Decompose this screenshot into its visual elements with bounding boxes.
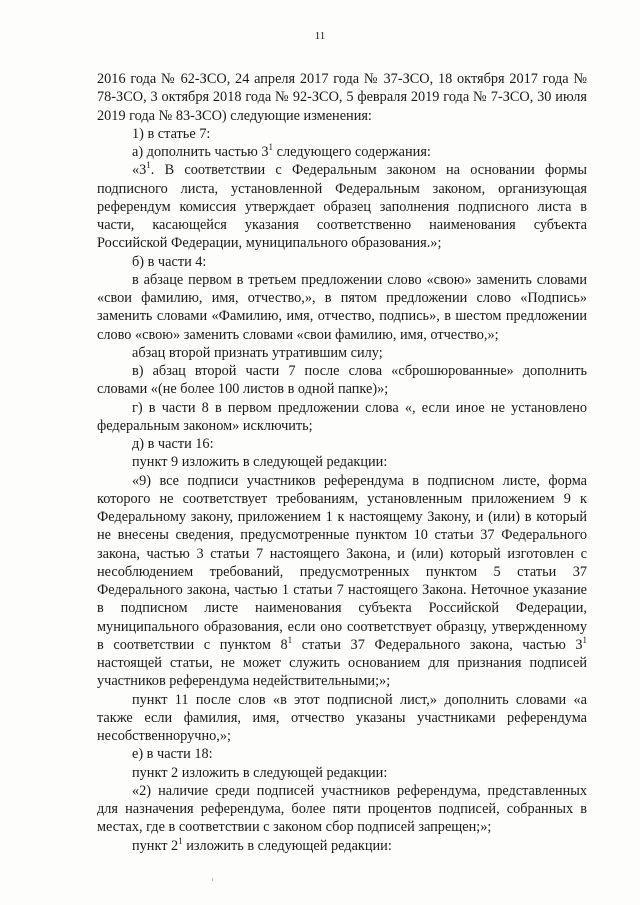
text-run: пункт 2 изложить в следующей редакции: (132, 764, 388, 781)
paragraph-7 (97, 344, 587, 362)
text-run: г) в части 8 в первом предложении слова «, если иное не установлено федеральным законом» исключить; (97, 399, 587, 434)
superscript-index: 1 (178, 835, 183, 846)
text-run: в абзаце первом в третьем предложении слово «свою» заменить словами «свои фамилию, имя, отчество,», в пятом предложении слово «Подпись» заменить словами «Фамилию, имя, отчество, подпись», в шестом предложении слово «свою» заменить словами «свои фамилию, имя, отчество,»; (97, 271, 587, 343)
paragraph-9 (97, 399, 587, 436)
superscript-index: 1 (146, 160, 151, 171)
paragraph-16 (97, 782, 587, 837)
scan-artifact (212, 878, 213, 881)
paragraph-5 (97, 253, 587, 271)
text-run: б) в части 4: (132, 253, 207, 270)
text-run: 2016 года № 62-ЗСО, 24 апреля 2017 года № 37-ЗСО, 18 октября 2017 года № 78-ЗСО, 3 октября 2018 года № 92-ЗСО, 5 февраля 2019 года № 7-ЗСО, 30 июля 2019 года № 83-ЗСО) следующие изменения: (97, 71, 587, 124)
text-run: 1) в статье 7: (132, 125, 211, 142)
text-run: абзац второй признать утратившим силу; (132, 344, 383, 361)
text-run: следующего содержания: (273, 144, 431, 160)
paragraph-11 (97, 453, 587, 471)
text-run: д) в части 16: (132, 436, 214, 452)
text-run: настоящей статьи, не может служить основанием для признания подписей участников референдума недействительными;»; (97, 655, 587, 690)
superscript-index: 1 (287, 634, 293, 645)
paragraph-8 (97, 362, 587, 399)
text-run: «2) наличие среди подписей участников референдума, представленных для назначения референдума, более пяти процентов подписей, собранных в местах, где в соответствии с законом сбор подписей запрещен;»; (97, 782, 587, 836)
text-run: е) в части 18: (132, 746, 213, 763)
paragraph-12 (97, 472, 587, 691)
paragraph-14 (97, 745, 587, 763)
paragraph-15 (97, 764, 587, 782)
paragraph-4 (97, 161, 587, 252)
paragraph-17 (97, 837, 587, 855)
text-run: «9) все подписи участников референдума в подписном листе, форма которого не соответствует требованиям, установленным приложением 9 к Федеральному закону, приложением 1 к настоящему Закону, и (или) в который не внесены сведения, предусмотренные пунктом 10 статьи 37 Федерального закона, частью 3 статьи 7 настоящего Закона, и (или) который изготовлен с несоблюдением требований, предусмотренных пунктом 5 статьи 37 Федерального закона, частью 1 статьи 7 настоящего Закона. Неточное указание в подписном листе наименования субъекта Российской Федерации, муниципального образования, если оно соответствует образцу, утвержденному в соответствии с пунктом 8 (97, 472, 587, 653)
text-run: в) абзац второй части 7 после слова «сброшюрованные» дополнить словами «(не более 100 листов в одной папке)»; (97, 363, 587, 398)
superscript-index: 1 (268, 142, 274, 152)
superscript-index: 1 (582, 634, 588, 645)
paragraph-1 (97, 70, 587, 125)
paragraph-6 (97, 271, 587, 344)
text-run: изложить в следующей редакции: (182, 837, 392, 854)
paragraph-3 (97, 143, 587, 161)
text-run: пункт 9 изложить в следующей редакции: (132, 454, 388, 471)
text-run: . В соответствии с Федеральным законом на основании формы подписного листа, установленной Федеральным законом, организующая референдум комиссия утверждает образец заполнения подписного листа в части, касающейся указания соответственно наименования субъекта Российской Федерации, муниципального образования.»; (97, 162, 587, 252)
text-run: пункт 2 (132, 837, 179, 854)
paragraph-2 (97, 125, 587, 143)
document-body (97, 70, 587, 855)
text-run: «3 (132, 162, 147, 179)
text-run: пункт 11 после слов «в этот подписной лист,» дополнить словами «а также если фамилия, имя, отчество указаны участниками референдума несобственноручно,»; (97, 691, 587, 744)
paragraph-10 (97, 435, 587, 453)
paragraph-13 (97, 691, 587, 746)
text-run: а) дополнить частью 3 (132, 144, 269, 160)
page-number: 11 (314, 30, 326, 42)
text-run: статьи 37 Федерального закона, частью 3 (292, 636, 583, 653)
